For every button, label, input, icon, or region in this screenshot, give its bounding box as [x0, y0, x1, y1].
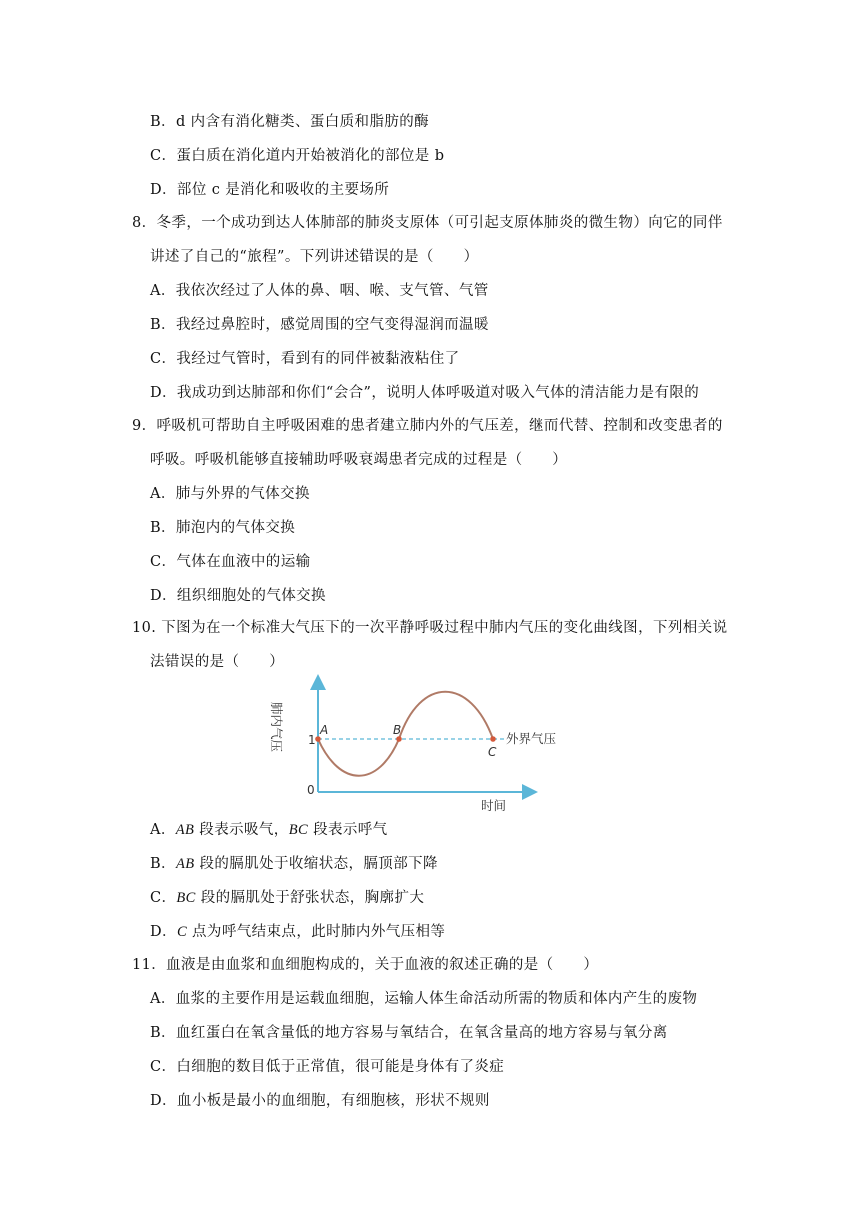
- q11-option-d: D．血小板是最小的血细胞，有细胞核，形状不规则: [150, 1093, 490, 1109]
- q9-option-d: D．组织细胞处的气体交换: [150, 588, 326, 604]
- q8-option-c: C．我经过气管时，看到有的同伴被黏液粘住了: [150, 351, 460, 367]
- q10-option-c: C．BC 段的膈肌处于舒张状态，胸廓扩大: [150, 890, 425, 906]
- q7-option-d: D．部位 c 是消化和吸收的主要场所: [150, 182, 390, 198]
- ambient-pressure-label: 外界气压: [506, 731, 557, 746]
- q8-option-a: A．我依次经过了人体的鼻、咽、喉、支气管、气管: [150, 283, 489, 299]
- point-a-label: A: [320, 723, 329, 737]
- q8-option-d: D．我成功到达肺部和你们“会合”，说明人体呼吸道对吸入气体的清洁能力是有限的: [150, 385, 700, 401]
- q11-option-a: A．血浆的主要作用是运载血细胞，运输人体生命活动所需的物质和体内产生的废物: [150, 991, 698, 1007]
- q9-option-a: A．肺与外界的气体交换: [150, 486, 310, 502]
- lung-pressure-figure: [269, 676, 580, 816]
- y-axis-label: 肺内气压: [269, 702, 284, 753]
- q7-option-c: C．蛋白质在消化道内开始被消化的部位是 b: [150, 148, 445, 164]
- q8-stem-line-1: 8．冬季，一个成功到达人体肺部的肺炎支原体（可引起支原体肺炎的微生物）向它的同伴: [132, 215, 723, 231]
- q10-option-b: B．AB 段的膈肌处于收缩状态，膈顶部下降: [150, 856, 438, 872]
- q10-stem-line-2: 法错误的是（ ）: [150, 654, 285, 670]
- point-b-marker: [396, 736, 402, 742]
- y-tick-label: 1: [308, 733, 316, 747]
- q10-stem-line-1: 10. 下图为在一个标准大气压下的一次平静呼吸过程中肺内气压的变化曲线图，下列相关说: [132, 620, 728, 636]
- point-a-marker: [315, 736, 321, 742]
- point-b-label: B: [393, 723, 402, 737]
- q8-option-b: B．我经过鼻腔时，感觉周围的空气变得湿润而温暖: [150, 317, 489, 333]
- pressure-curve: [318, 692, 493, 776]
- q9-stem-line-1: 9．呼吸机可帮助自主呼吸困难的患者建立肺内外的气压差，继而代替、控制和改变患者的: [132, 418, 723, 434]
- point-c-label: C: [488, 745, 497, 759]
- x-axis-label: 时间: [481, 798, 507, 813]
- q9-stem-line-2: 呼吸。呼吸机能够直接辅助呼吸衰竭患者完成的过程是（ ）: [150, 452, 568, 468]
- q8-stem-line-2: 讲述了自己的“旅程”。下列讲述错误的是（ ）: [150, 249, 479, 265]
- q9-option-c: C．气体在血液中的运输: [150, 554, 311, 570]
- point-c-marker: [490, 736, 496, 742]
- q11-option-c: C．白细胞的数目低于正常值，很可能是身体有了炎症: [150, 1059, 505, 1075]
- q11-option-b: B．血红蛋白在氧含量低的地方容易与氧结合，在氧含量高的地方容易与氧分离: [150, 1025, 668, 1041]
- q10-option-a: A．AB 段表示吸气，BC 段表示呼气: [150, 822, 388, 838]
- q10-option-d: D．C 点为呼气结束点，此时肺内外气压相等: [150, 924, 446, 940]
- origin-label: 0: [307, 783, 315, 797]
- q7-option-b: B．d 内含有消化糖类、蛋白质和脂肪的酶: [150, 114, 430, 130]
- q9-option-b: B．肺泡内的气体交换: [150, 520, 296, 536]
- q11-stem: 11．血液是由血浆和血细胞构成的，关于血液的叙述正确的是（ ）: [132, 957, 599, 973]
